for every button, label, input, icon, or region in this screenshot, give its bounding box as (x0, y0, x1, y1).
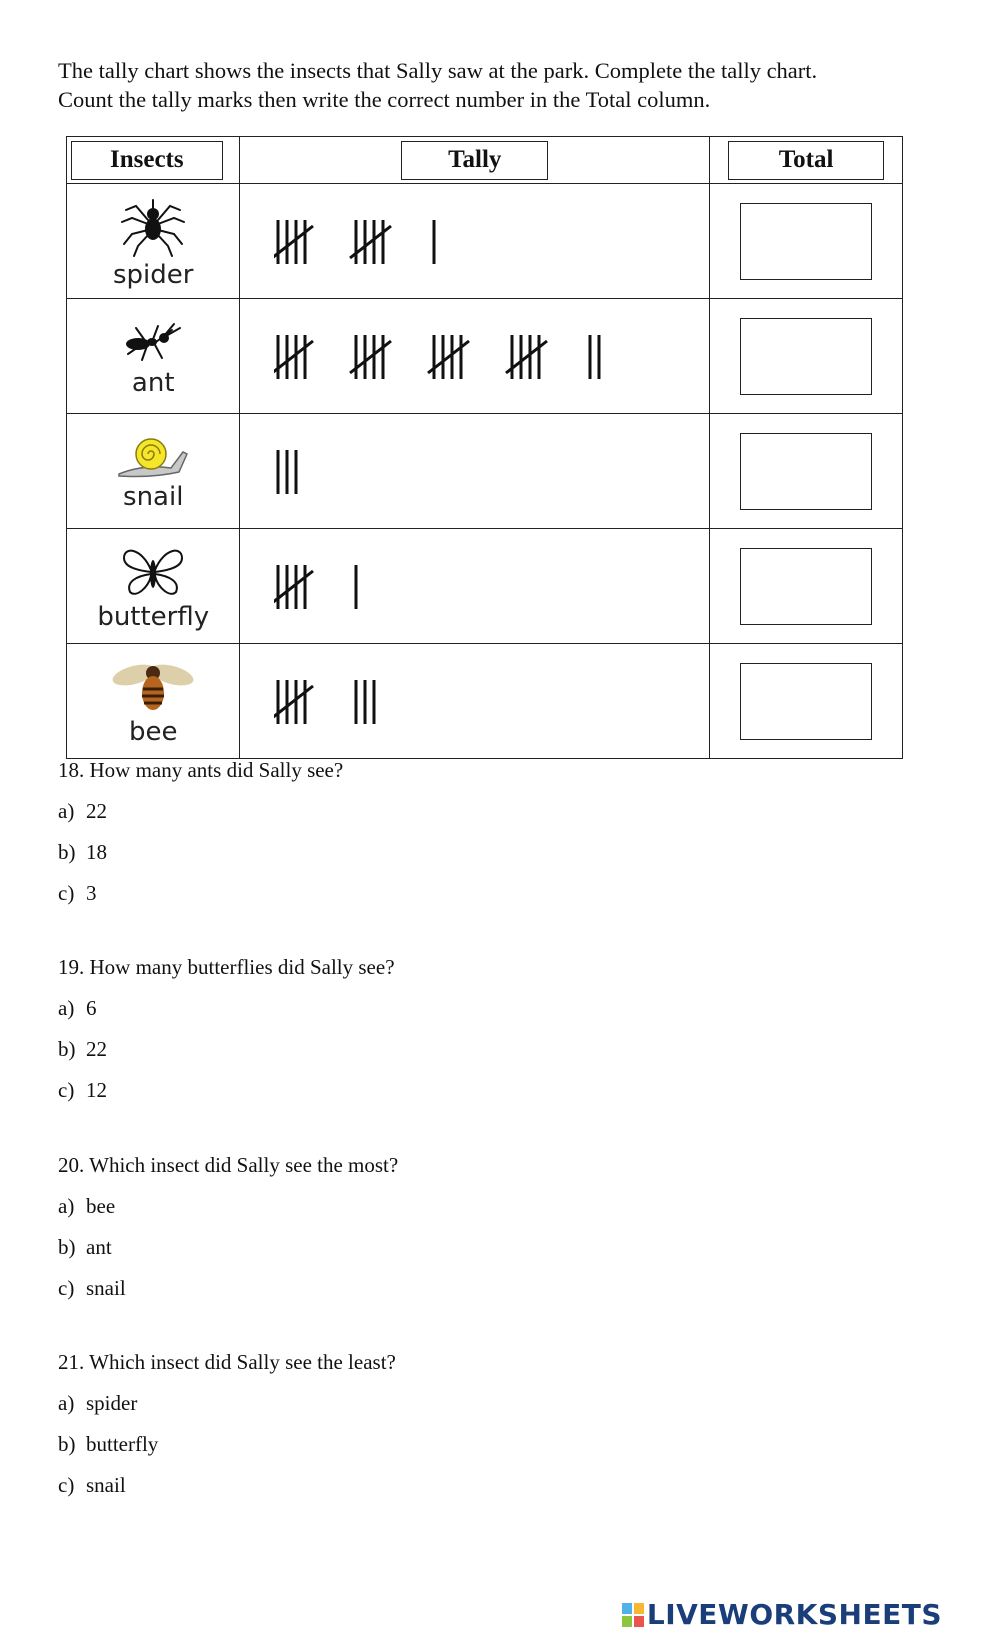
tally-cell (240, 184, 710, 299)
answer-option[interactable]: b) ant (58, 1235, 112, 1259)
answer-option[interactable]: b) butterfly (58, 1432, 159, 1456)
butterfly-icon (118, 544, 188, 600)
tally-strike (274, 226, 313, 258)
tally-cell (240, 644, 710, 759)
tally-cell (240, 529, 710, 644)
header-insects: Insects (67, 137, 240, 184)
question-text: 18. How many ants did Sally see? (58, 758, 344, 782)
answer-option[interactable]: c) snail (58, 1276, 126, 1300)
insect-name: ant (131, 368, 175, 398)
header-tally: Tally (240, 137, 710, 184)
question-text: 21. Which insect did Sally see the least? (58, 1350, 396, 1374)
table-row (67, 299, 903, 414)
tally-marks (274, 321, 694, 391)
insect-cell (67, 299, 240, 414)
total-answer-box[interactable] (740, 203, 872, 280)
insect-cell (67, 529, 240, 644)
answer-option[interactable]: a) 22 (58, 799, 107, 823)
tally-strike (274, 686, 313, 718)
table-row (67, 414, 903, 529)
answer-option[interactable]: c) snail (58, 1473, 126, 1497)
question-20 (58, 1152, 398, 1316)
insect-name: spider (113, 260, 194, 290)
tally-chart (66, 136, 903, 759)
total-cell (710, 414, 903, 529)
tally-cell (240, 414, 710, 529)
snail-icon (113, 434, 193, 480)
answer-option[interactable]: a) spider (58, 1391, 138, 1415)
total-cell (710, 529, 903, 644)
total-answer-box[interactable] (740, 663, 872, 740)
table-row (67, 644, 903, 759)
liveworksheets-logo (622, 1598, 942, 1631)
ant-icon (118, 318, 188, 366)
total-answer-box[interactable] (740, 433, 872, 510)
tally-marks (274, 206, 694, 276)
answer-option[interactable]: b) 22 (58, 1037, 107, 1061)
bee-icon (110, 659, 196, 715)
insect-cell (67, 184, 240, 299)
question-text: 19. How many butterflies did Sally see? (58, 955, 395, 979)
insect-name: snail (123, 482, 184, 512)
total-answer-box[interactable] (740, 318, 872, 395)
question-18 (58, 757, 343, 921)
insect-name: bee (128, 717, 178, 747)
tally-marks (274, 436, 694, 506)
insect-cell (67, 414, 240, 529)
insect-name: butterfly (97, 602, 210, 632)
header-total: Total (710, 137, 903, 184)
table-row (67, 529, 903, 644)
answer-option[interactable]: c) 3 (58, 881, 97, 905)
total-cell (710, 644, 903, 759)
question-19 (58, 954, 395, 1118)
tally-marks (274, 666, 694, 736)
instructions-line-1: The tally chart shows the insects that Sally saw at the park. Complete the tally chart. (58, 58, 818, 83)
tally-strike (274, 571, 313, 603)
liveworksheets-brand: LIVEWORKSHEETS (646, 1598, 942, 1631)
answer-option[interactable]: a) bee (58, 1194, 116, 1218)
answer-option[interactable]: a) 6 (58, 996, 97, 1020)
instructions (58, 56, 958, 114)
tally-marks (274, 551, 694, 621)
tally-strike (274, 341, 313, 373)
total-answer-box[interactable] (740, 548, 872, 625)
instructions-line-2: Count the tally marks then write the correct number in the Total column. (58, 87, 711, 112)
answer-option[interactable]: c) 12 (58, 1078, 107, 1102)
tally-header-row (67, 137, 903, 184)
question-21 (58, 1349, 396, 1513)
total-cell (710, 184, 903, 299)
question-text: 20. Which insect did Sally see the most? (58, 1153, 399, 1177)
spider-icon (118, 196, 188, 258)
answer-option[interactable]: b) 18 (58, 840, 107, 864)
tally-cell (240, 299, 710, 414)
total-cell (710, 299, 903, 414)
table-row (67, 184, 903, 299)
liveworksheets-logo-icon (622, 1601, 644, 1629)
insect-cell (67, 644, 240, 759)
